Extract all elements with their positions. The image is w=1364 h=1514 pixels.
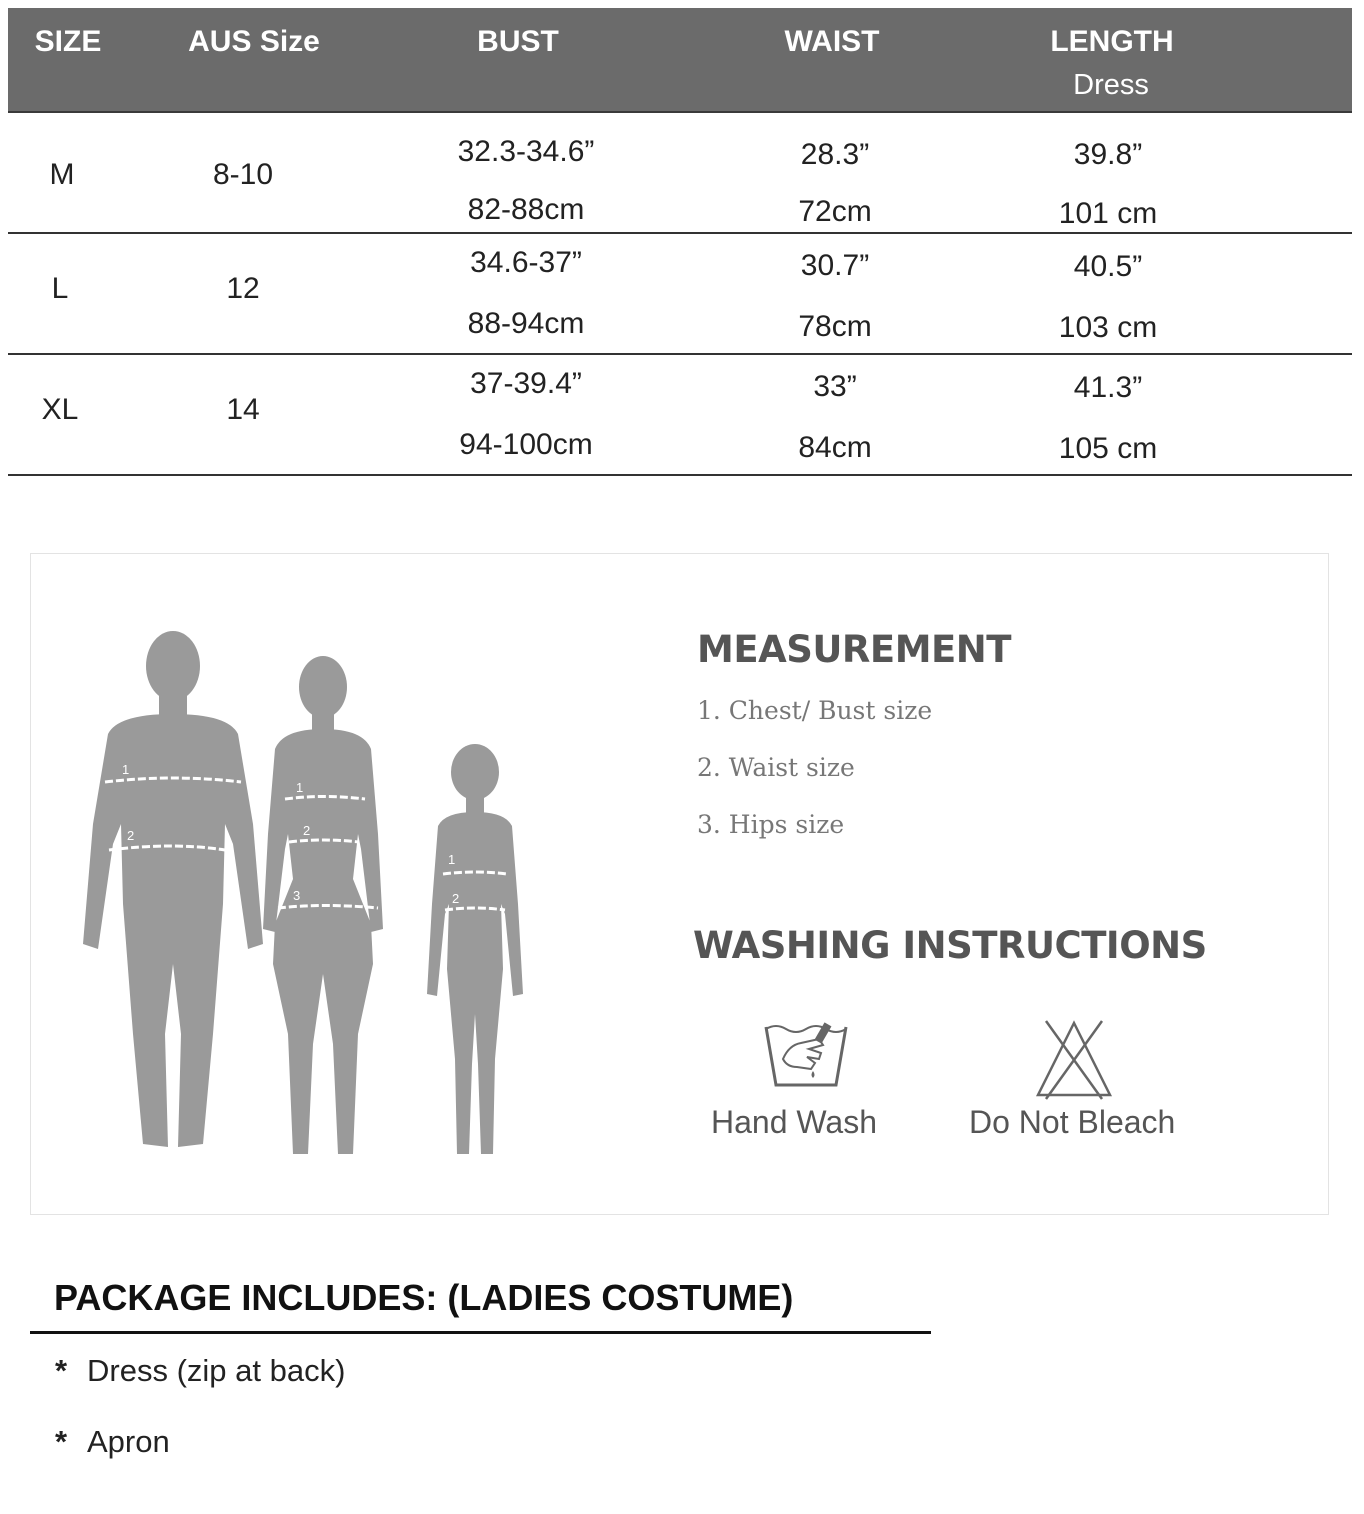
package-item-label: Dress (zip at back) [87, 1353, 346, 1388]
table-row [8, 113, 1352, 234]
cell-waist-cm: 84cm [798, 431, 872, 464]
cell-bust-in: 32.3-34.6” [457, 135, 595, 168]
size-chart-table [8, 8, 1352, 476]
do-not-bleach-label: Do Not Bleach [969, 1104, 1176, 1140]
package-title: PACKAGE INCLUDES: (LADIES COSTUME) [54, 1277, 794, 1318]
table-row [8, 234, 1352, 355]
header-aus-size: AUS Size [188, 25, 320, 58]
cell-length-in: 40.5” [1073, 250, 1143, 283]
measurement-item-waist: 2. Waist size [697, 753, 855, 782]
cell-bust-cm: 82-88cm [467, 193, 585, 226]
measurement-item-chest: 1. Chest/ Bust size [697, 696, 933, 725]
cell-waist-cm: 72cm [798, 195, 872, 228]
cell-waist-in: 28.3” [800, 138, 870, 171]
hand-wash-label: Hand Wash [711, 1104, 877, 1140]
package-item [55, 1353, 345, 1389]
table-header [8, 8, 1352, 113]
header-bust: BUST [477, 25, 559, 58]
cell-aus-size: 12 [226, 272, 260, 305]
washing-title: WASHING INSTRUCTIONS [693, 924, 1207, 967]
cell-length-in: 39.8” [1073, 138, 1143, 171]
package-item-label: Apron [87, 1424, 170, 1459]
header-size: SIZE [34, 25, 102, 58]
cell-size: L [51, 272, 69, 305]
cell-length-in: 41.3” [1073, 371, 1143, 404]
cell-bust-in: 34.6-37” [470, 246, 582, 279]
marker-1: 1 [296, 780, 304, 795]
cell-aus-size: 8-10 [212, 158, 274, 191]
measurement-title: MEASUREMENT [697, 628, 1011, 671]
marker-1: 1 [448, 852, 456, 867]
package-divider [30, 1331, 931, 1334]
cell-size: M [49, 158, 75, 191]
cell-length-cm: 101 cm [1058, 197, 1158, 230]
cell-bust-in: 37-39.4” [470, 367, 582, 400]
cell-bust-cm: 94-100cm [459, 428, 593, 461]
header-length-sub: Dress [1073, 69, 1149, 101]
marker-1: 1 [122, 762, 130, 777]
cell-waist-cm: 78cm [798, 310, 872, 343]
header-length: LENGTH [1050, 25, 1174, 58]
cell-bust-cm: 88-94cm [467, 307, 585, 340]
measurement-item-hips: 3. Hips size [697, 810, 845, 839]
table-row [8, 355, 1352, 476]
cell-length-cm: 105 cm [1058, 432, 1158, 465]
child-figure-icon [427, 744, 523, 1154]
header-waist: WAIST [784, 25, 880, 58]
marker-3: 3 [293, 888, 301, 903]
measurement-panel [30, 553, 1329, 1215]
marker-2: 2 [452, 891, 460, 906]
hand-wash-icon [761, 1019, 851, 1091]
body-measurement-figures [53, 614, 558, 1169]
bullet-icon: * [55, 1353, 68, 1388]
bullet-icon: * [55, 1424, 68, 1459]
cell-waist-in: 30.7” [800, 249, 870, 282]
cell-waist-in: 33” [813, 370, 857, 403]
do-not-bleach-icon [1034, 1019, 1114, 1101]
man-figure-icon [83, 631, 263, 1147]
marker-2: 2 [127, 828, 135, 843]
cell-size: XL [41, 393, 79, 426]
marker-2: 2 [303, 823, 311, 838]
package-item [55, 1424, 170, 1460]
cell-length-cm: 103 cm [1058, 311, 1158, 344]
cell-aus-size: 14 [226, 393, 260, 426]
